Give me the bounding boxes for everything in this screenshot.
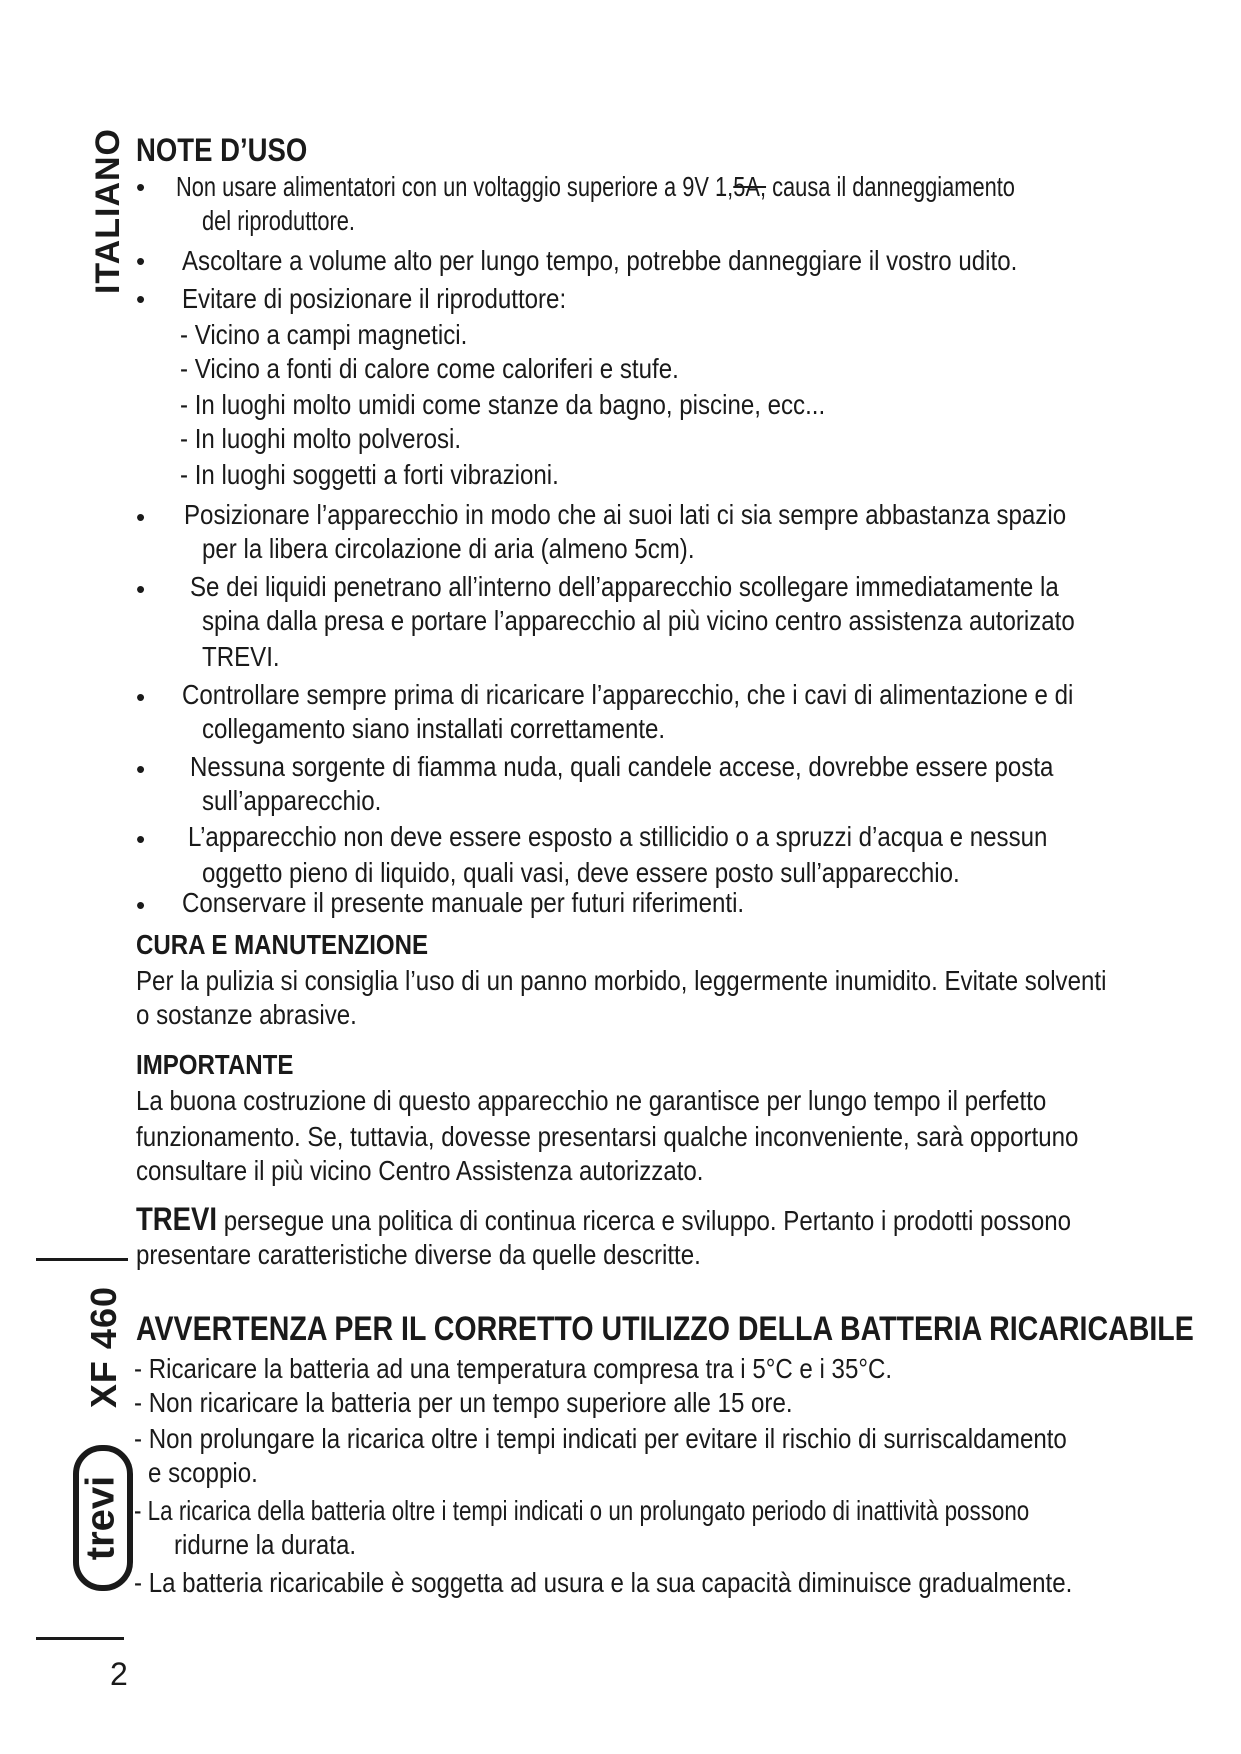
- trevi-policy-line-2: presentare caratteristiche diverse da quelle descritte.: [136, 1239, 701, 1270]
- note-uso-item-5: Se dei liquidi penetrano all’interno dell’apparecchio scollegare immediatamente la: [190, 571, 1059, 602]
- note-uso-sub-5: - In luoghi soggetti a forti vibrazioni.: [180, 459, 559, 490]
- note-uso-item-1-line-2: del riproduttore.: [202, 205, 355, 236]
- model-label: XF 460: [83, 1286, 124, 1409]
- avvertenza-item-4-line-2: ridurne la durata.: [174, 1529, 357, 1560]
- note-uso-sub-1: - Vicino a campi magnetici.: [180, 319, 468, 350]
- logo-text: trevi: [78, 1475, 123, 1561]
- bullet: •: [136, 246, 146, 276]
- bullet: •: [136, 890, 146, 920]
- cura-title: CURA E MANUTENZIONE: [136, 929, 429, 960]
- bullet: •: [136, 284, 146, 314]
- trevi-policy-line-1: TREVI persegue una politica di continua ricerca e sviluppo. Pertanto i prodotti possono: [136, 1201, 1072, 1237]
- note-uso-item-3: Evitare di posizionare il riproduttore:: [182, 283, 567, 314]
- language-tab: ITALIANO: [89, 128, 127, 295]
- note-uso-item-7: Nessuna sorgente di fiamma nuda, quali candele accese, dovrebbe essere posta: [190, 751, 1054, 782]
- bullet: •: [136, 824, 146, 854]
- avvertenza-item-2: - Non ricaricare la batteria per un tempo superiore alle 15 ore.: [134, 1387, 793, 1418]
- note-uso-sub-2: - Vicino a fonti di calore come caloriferi e stufe.: [180, 353, 679, 384]
- note-uso-item-6: Controllare sempre prima di ricaricare l’apparecchio, che i cavi di alimentazione e di: [182, 679, 1074, 710]
- note-uso-item-7-line-2: sull’apparecchio.: [202, 785, 382, 816]
- note-uso-sub-3: - In luoghi molto umidi come stanze da bagno, piscine, ecc...: [180, 389, 826, 420]
- page-number: 2: [110, 1656, 128, 1692]
- avvertenza-item-1: - Ricaricare la batteria ad una temperatura compresa tra i 5°C e i 35°C.: [134, 1353, 893, 1384]
- importante-line-3: consultare il più vicino Centro Assistenza autorizzato.: [136, 1155, 704, 1186]
- note-uso-item-5-line-3: TREVI.: [202, 641, 280, 672]
- note-uso-item-5-line-2: spina dalla presa e portare l’apparecchio al più vicino centro assistenza autorizato: [202, 605, 1075, 636]
- sidebar-divider-bottom: [36, 1637, 124, 1640]
- importante-line-2: funzionamento. Se, tuttavia, dovesse presentarsi qualche inconveniente, sarà opportuno: [136, 1121, 1079, 1152]
- note-uso-title: NOTE D’USO: [136, 132, 308, 168]
- avvertenza-item-3: - Non prolungare la ricarica oltre i tempi indicati per evitare il rischio di surriscaldamento: [134, 1423, 1067, 1454]
- avvertenza-item-4: - La ricarica della batteria oltre i tempi indicati o un prolungato periodo di inattività possono: [134, 1495, 1030, 1526]
- bullet: •: [136, 574, 146, 604]
- avvertenza-title: AVVERTENZA PER IL CORRETTO UTILIZZO DELLA BATTERIA RICARICABILE: [136, 1310, 1194, 1348]
- note-uso-item-8: L’apparecchio non deve essere esposto a stillicidio o a spruzzi d’acqua e nessun: [188, 821, 1048, 852]
- bullet: •: [136, 754, 146, 784]
- note-uso-item-4: Posizionare l’apparecchio in modo che ai suoi lati ci sia sempre abbastanza spazio: [184, 499, 1067, 530]
- bullet: •: [136, 682, 146, 712]
- note-uso-item-9: Conservare il presente manuale per futuri riferimenti.: [182, 887, 745, 918]
- bullet: •: [136, 502, 146, 532]
- importante-title: IMPORTANTE: [136, 1049, 294, 1080]
- importante-line-1: La buona costruzione di questo apparecchio ne garantisce per lungo tempo il perfetto: [136, 1085, 1047, 1116]
- trevi-brand: TREVI: [136, 1201, 218, 1237]
- note-uso-sub-4: - In luoghi molto polverosi.: [180, 423, 462, 454]
- bullet: •: [136, 172, 146, 202]
- cura-line-2: o sostanze abrasive.: [136, 999, 357, 1030]
- avvertenza-item-5: - La batteria ricaricabile è soggetta ad usura e la sua capacità diminuisce gradualmente.: [134, 1567, 1073, 1598]
- avvertenza-item-3-line-2: e scoppio.: [148, 1457, 258, 1488]
- trevi-logo: [72, 1444, 134, 1592]
- note-uso-item-1: Non usare alimentatori con un voltaggio superiore a 9V 1,5A, causa il danneggiamento: [176, 171, 1015, 202]
- note-uso-item-6-line-2: collegamento siano installati correttamente.: [202, 713, 666, 744]
- note-uso-item-8-line-2: oggetto pieno di liquido, quali vasi, deve essere posto sull’apparecchio.: [202, 857, 960, 888]
- cura-line-1: Per la pulizia si consiglia l’uso di un panno morbido, leggermente inumidito. Evitate solventi: [136, 965, 1107, 996]
- note-uso-item-2: Ascoltare a volume alto per lungo tempo, potrebbe danneggiare il vostro udito.: [182, 245, 1018, 276]
- note-uso-item-4-line-2: per la libera circolazione di aria (almeno 5cm).: [202, 533, 695, 564]
- sidebar-divider-top: [36, 1258, 128, 1261]
